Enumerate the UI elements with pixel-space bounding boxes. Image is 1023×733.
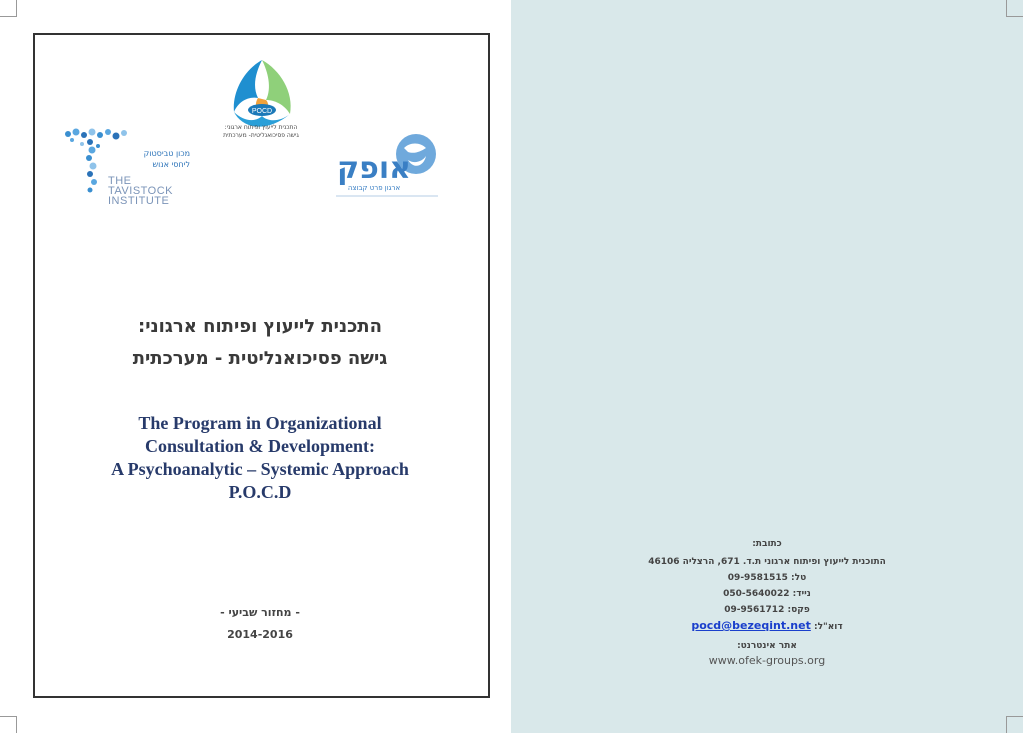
mobile: נייד: 050-5640022 <box>723 589 811 599</box>
title-english-line: P.O.C.D <box>228 482 292 502</box>
cycle-years: 2014-2016 <box>227 628 293 641</box>
tavistock-wordmark-line: TAVISTOCK <box>108 185 174 197</box>
tavistock-wordmark-line: THE <box>108 175 132 187</box>
pocd-logo-label: POCD <box>251 108 273 115</box>
email-label: דוא"ל: <box>813 622 843 632</box>
website-link[interactable]: www.ofek-groups.org <box>708 654 826 667</box>
email-link[interactable]: pocd@bezeqint.net <box>691 619 811 632</box>
pocd-caption-line: גישה פסיכואנליטית- מערכתית <box>223 132 299 139</box>
title-english-line: The Program in Organizational <box>138 413 382 433</box>
tavistock-hebrew-line: מכון טביסטוק <box>143 149 190 158</box>
fax: פקס: 09-9561712 <box>724 605 810 615</box>
ofek-logo <box>334 128 442 204</box>
address-label: כתובת: <box>752 539 782 549</box>
title-english-line: A Psychoanalytic – Systemic Approach <box>111 459 409 479</box>
crop-mark <box>1006 716 1023 733</box>
crop-mark <box>0 0 17 17</box>
ofek-subtitle: ארגון פרט קבוצה <box>347 184 401 192</box>
cycle-label: - מחזור שביעי - <box>220 606 300 619</box>
address: התוכנית לייעוץ ופיתוח ארגוני ת.ד. 671, הרצליה 46106 <box>648 557 886 567</box>
title-hebrew-line2: גישה פסיכואנליטית - מערכתית <box>132 348 388 369</box>
title-hebrew-line1: התכנית לייעוץ ופיתוח ארגוני: <box>138 316 382 337</box>
website-label: אתר אינטרנט: <box>737 641 797 651</box>
tavistock-hebrew-line: ליחסי אנוש <box>152 160 190 169</box>
title-english <box>40 412 480 504</box>
email-row <box>511 620 1023 633</box>
tavistock-hebrew <box>130 148 190 170</box>
pocd-caption-line: התכנית לייעוץ ופיתוח ארגוני: <box>224 124 298 131</box>
phone: טל: 09-9581515 <box>727 573 807 583</box>
title-english-line: Consultation & Development: <box>145 436 375 456</box>
crop-mark <box>1006 0 1023 17</box>
tavistock-wordmark-line: INSTITUTE <box>108 195 170 207</box>
tavistock-wordmark <box>108 176 173 206</box>
crop-mark <box>0 716 17 733</box>
ofek-wordmark: אופק <box>337 151 411 186</box>
pocd-caption <box>196 124 326 140</box>
